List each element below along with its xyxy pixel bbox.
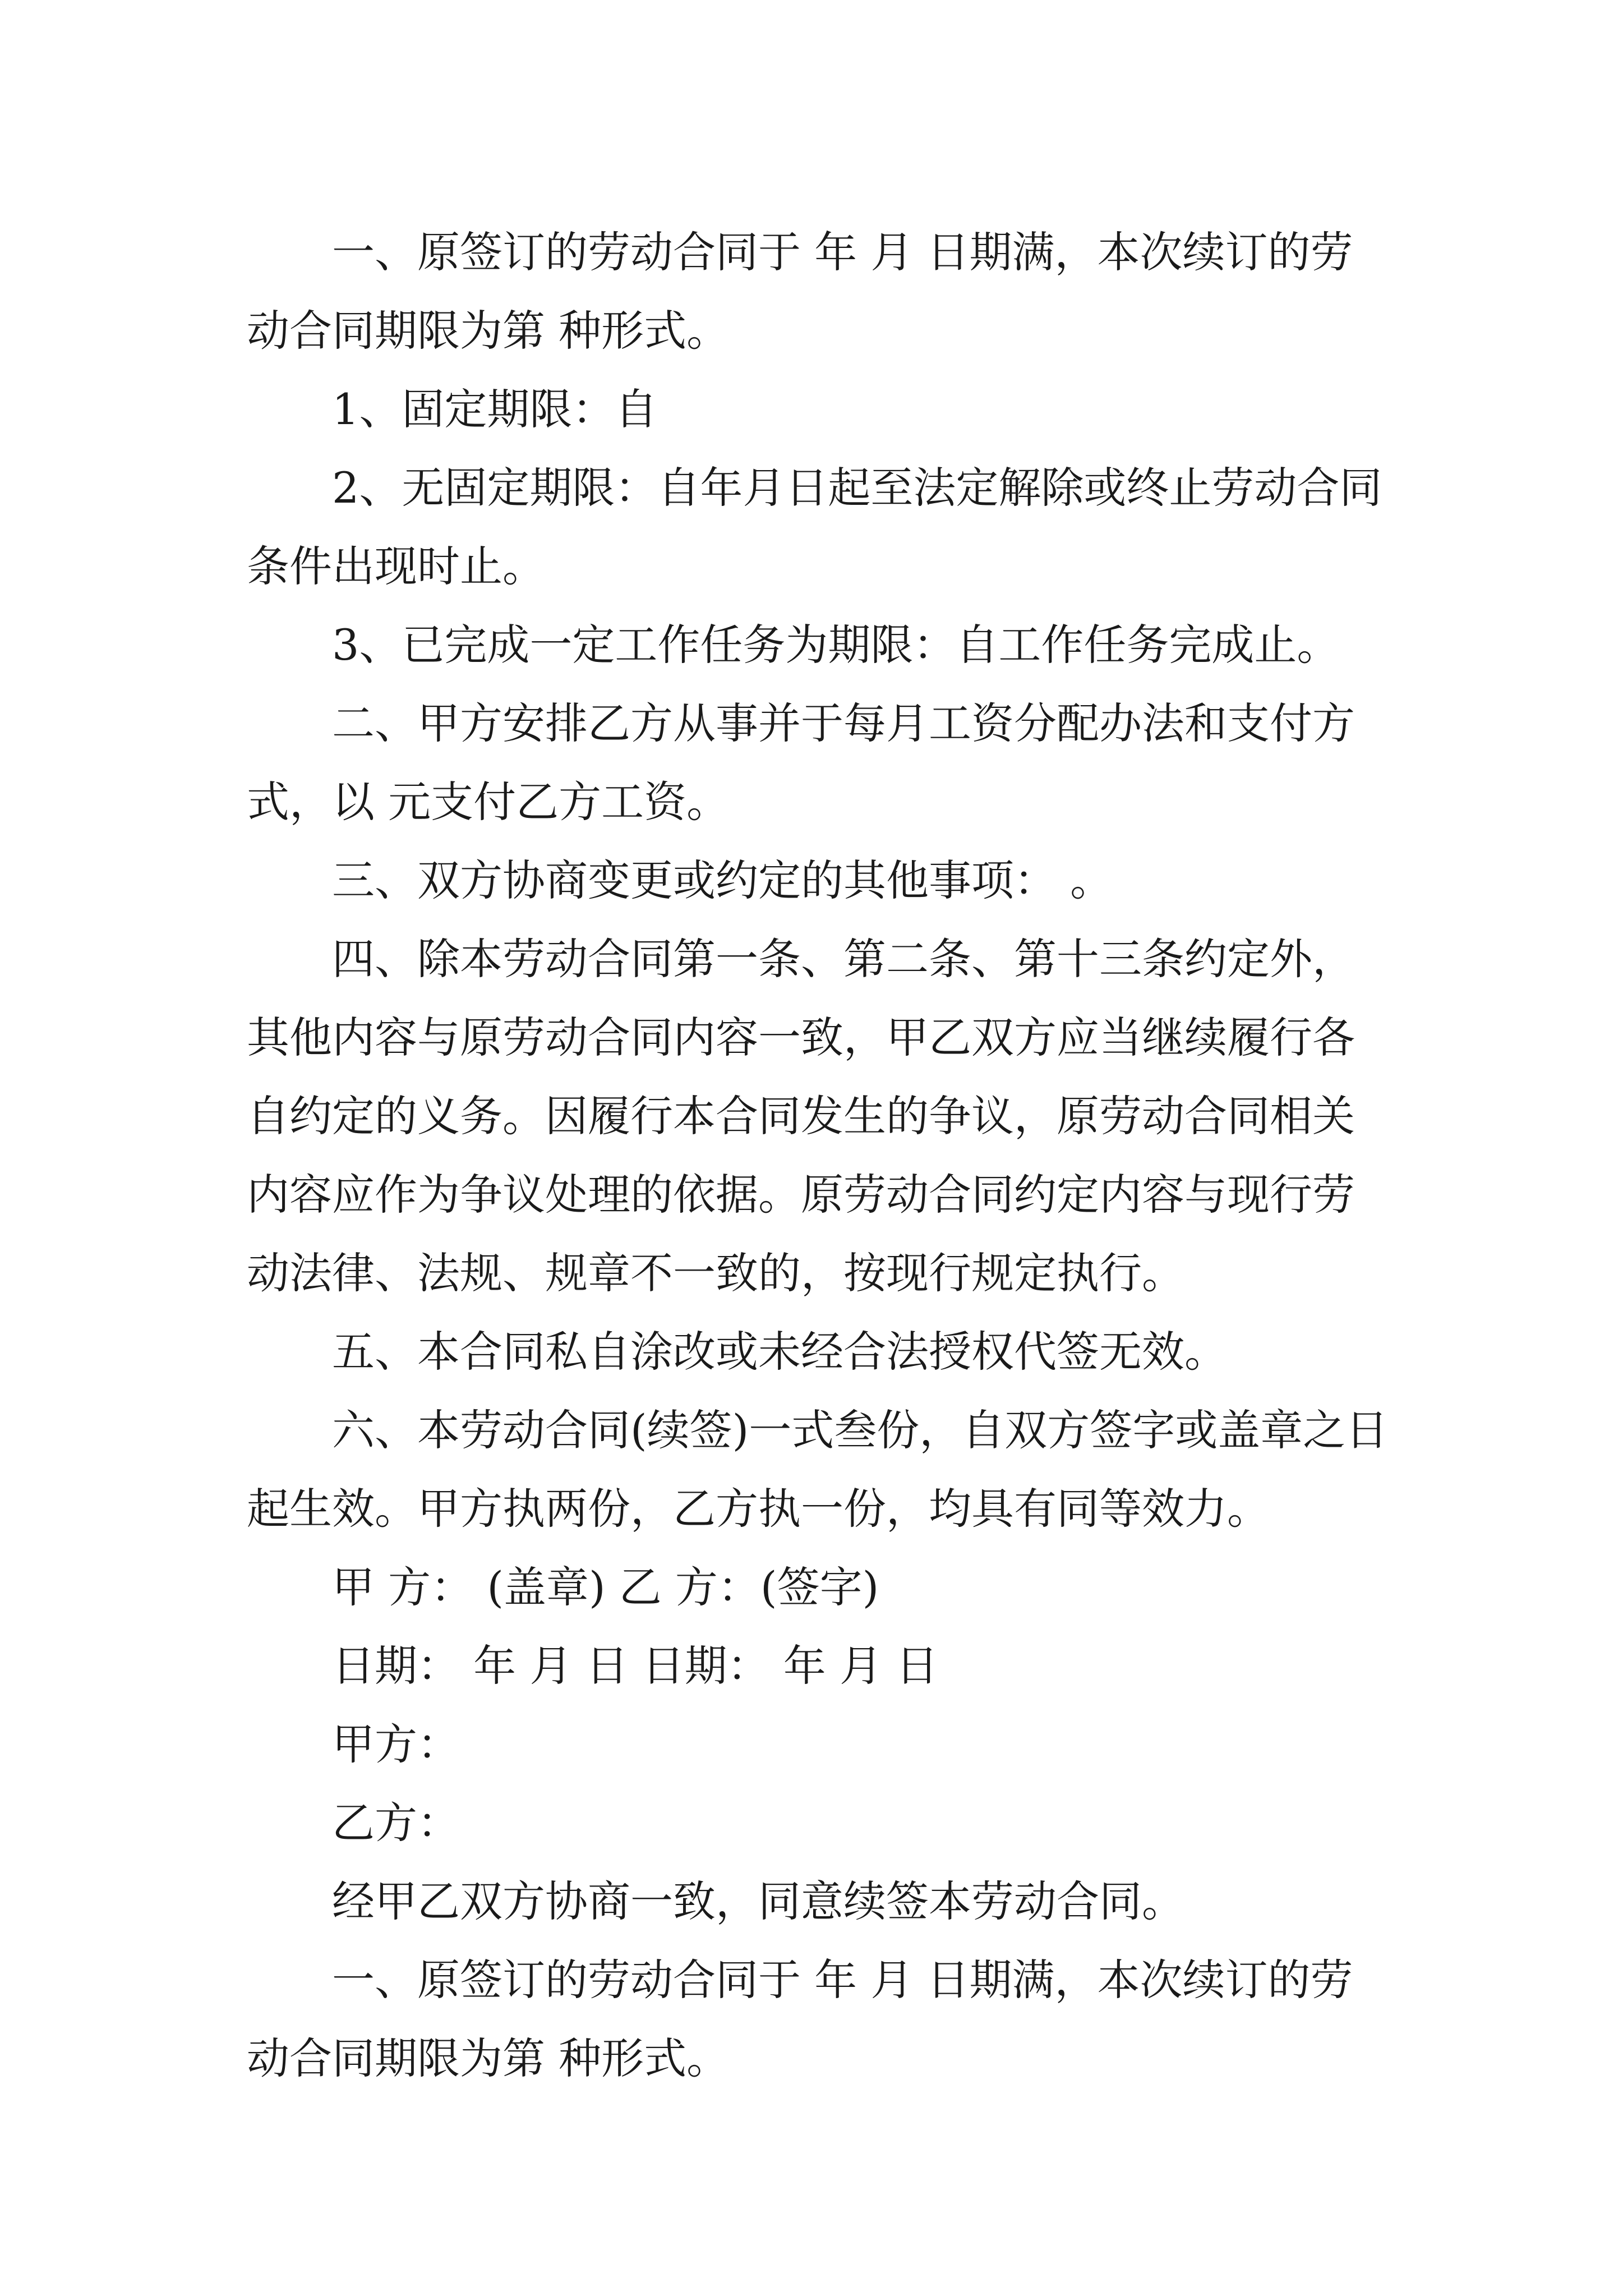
paragraph-renewal-term: 一、原签订的劳动合同于 年 月 日期满，本次续订的劳动合同期限为第 种形式。: [247, 227, 1353, 356]
paragraph-renewal-term-repeat: 一、原签订的劳动合同于 年 月 日期满，本次续订的劳动合同期限为第 种形式。: [247, 1955, 1353, 2083]
paragraph-wages: 二、甲方安排乙方从事并于每月工资分配办法和支付方式，以 元支付乙方工资。: [247, 698, 1355, 827]
paragraph-consistency: 四、除本劳动合同第一条、第二条、第十三条约定外，其他内容与原劳动合同内容一致，甲乙双方应当继续履行各自约定的义务。因履行本合同发生的争议，原劳动合同相关内容应作为争议处理的依据。原劳动合同约定内容与现行劳动法律、法规、规章不一致的，按现行规定执行。: [247, 934, 1355, 1298]
paragraph-other-matters: 三、双方协商变更或约定的其他事项： 。: [332, 855, 1113, 905]
signature-line: 甲 方： (盖章) 乙 方：(签字): [332, 1562, 879, 1612]
document-body: [247, 213, 1391, 2098]
paragraph-agreement: 经甲乙双方协商一致，同意续签本劳动合同。: [332, 1876, 1184, 1926]
party-a-line: 甲方：: [332, 1719, 460, 1769]
paragraph-copies: 六、本劳动合同(续签)一式叁份，自双方签字或盖章之日起生效。甲方执两份，乙方执一份，均具有同等效力。: [247, 1405, 1389, 1534]
paragraph-fixed-term: 1、固定期限：自: [332, 384, 658, 434]
paragraph-open-term: 2、无固定期限：自年月日起至法定解除或终止劳动合同条件出现时止。: [247, 463, 1382, 591]
paragraph-task-term: 3、已完成一定工作任务为期限：自工作任务完成止。: [332, 620, 1340, 670]
party-b-line: 乙方：: [332, 1798, 460, 1848]
date-line: 日期： 年 月 日 日期： 年 月 日: [332, 1641, 939, 1691]
paragraph-alteration: 五、本合同私自涂改或未经合法授权代签无效。: [332, 1327, 1227, 1377]
